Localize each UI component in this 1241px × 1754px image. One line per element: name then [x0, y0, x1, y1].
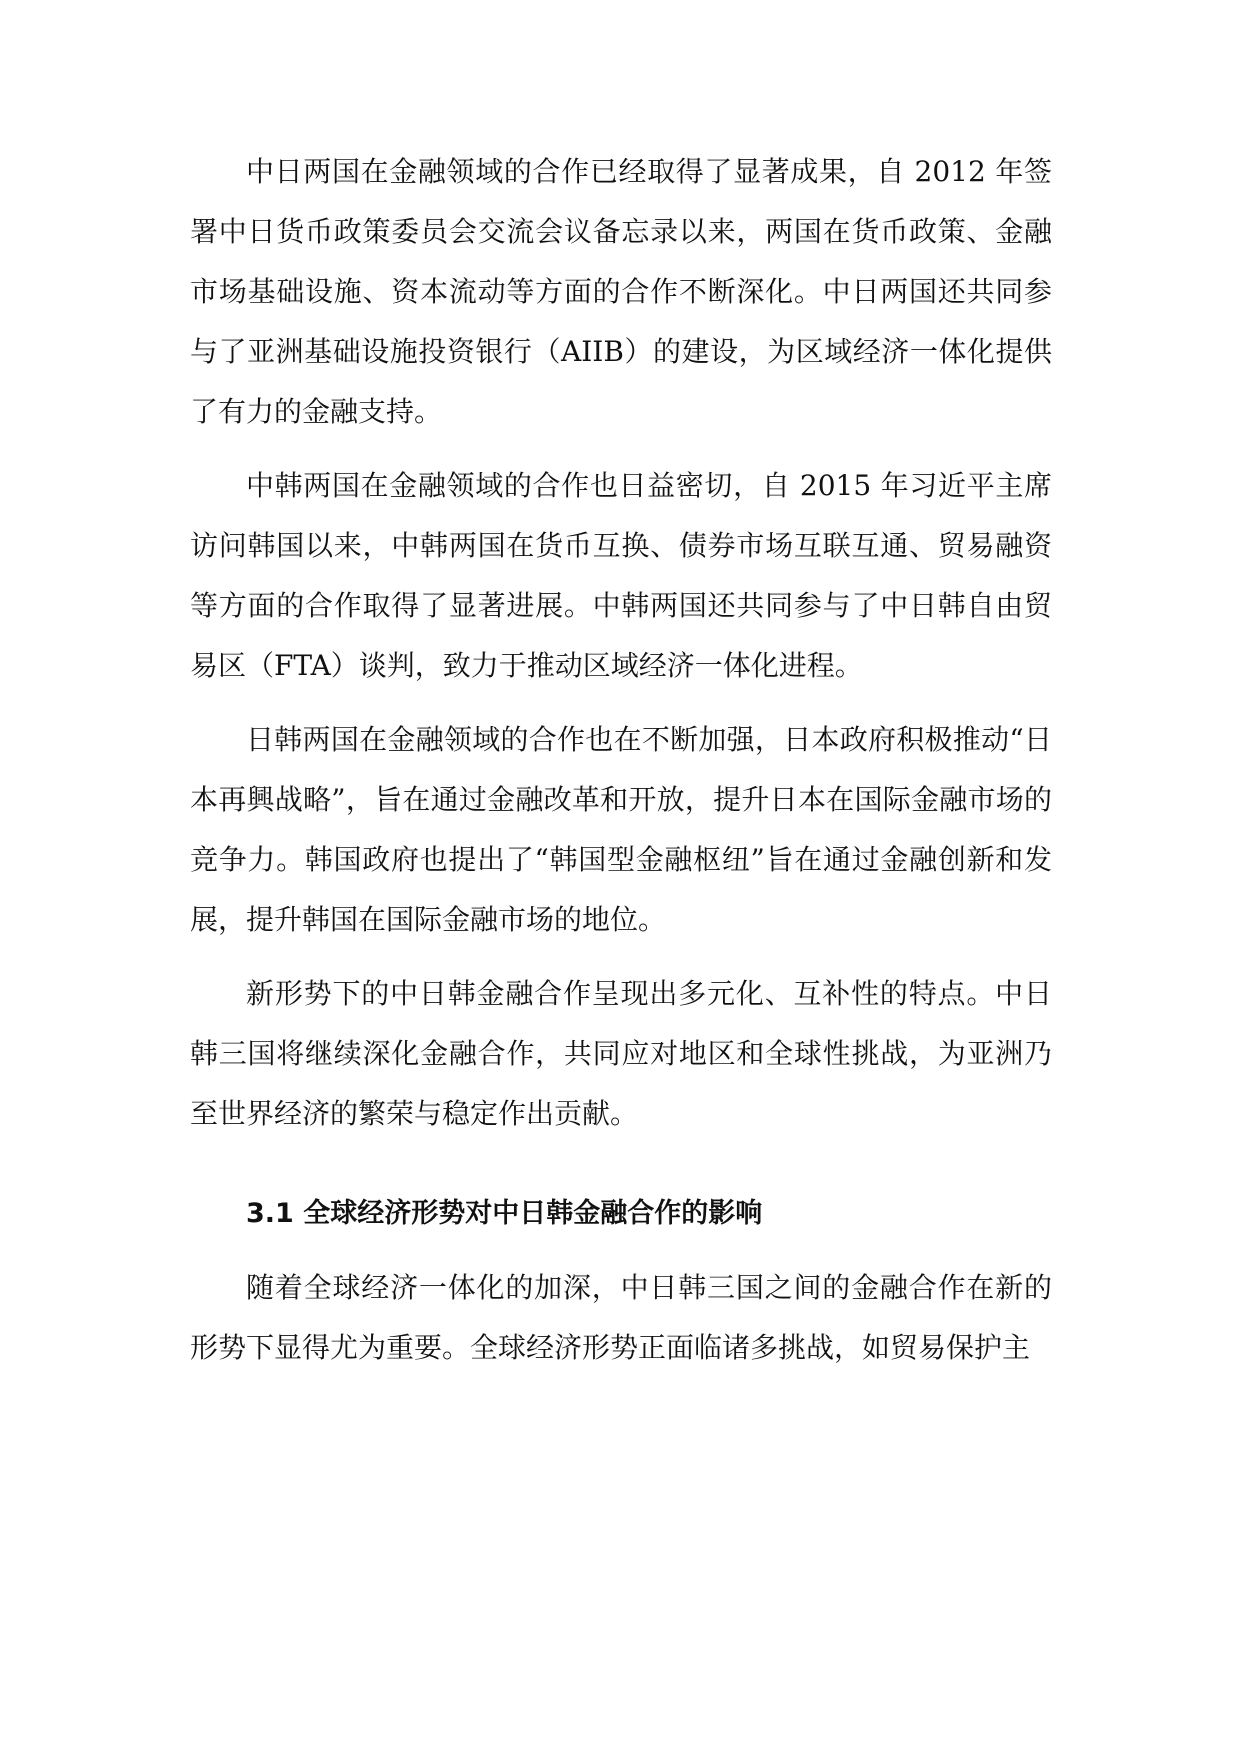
paragraph-china-japan: 中日两国在金融领域的合作已经取得了显著成果，自 2012 年签署中日货币政策委员会交流会议备忘录以来，两国在货币政策、金融市场基础设施、资本流动等方面的合作不断深化。中日两国还共同参与了亚洲基础设施投资银行（AIIB）的建设，为区域经济一体化提供了有力的金融支持。: [190, 155, 1052, 428]
paragraph-global-economy: 随着全球经济一体化的加深，中日韩三国之间的金融合作在新的形势下显得尤为重要。全球经济形势正面临诸多挑战，如贸易保护主: [190, 1271, 1052, 1364]
document-body: [190, 142, 1052, 1392]
paragraph-new-situation: 新形势下的中日韩金融合作呈现出多元化、互补性的特点。中日韩三国将继续深化金融合作，共同应对地区和全球性挑战，为亚洲乃至世界经济的繁荣与稳定作出贡献。: [190, 977, 1052, 1130]
paragraph-japan-korea: 日韩两国在金融领域的合作也在不断加强，日本政府积极推动“日本再興战略”，旨在通过金融改革和开放，提升日本在国际金融市场的竞争力。韩国政府也提出了“韩国型金融枢纽”旨在通过金融创新和发展，提升韩国在国际金融市场的地位。: [190, 723, 1052, 936]
paragraph-china-korea: 中韩两国在金融领域的合作也日益密切，自 2015 年习近平主席访问韩国以来，中韩两国在货币互换、债券市场互联互通、贸易融资等方面的合作取得了显著进展。中韩两国还共同参与了中日韩自由贸易区（FTA）谈判，致力于推动区域经济一体化进程。: [190, 469, 1052, 682]
section-heading: 3.1 全球经济形势对中日韩金融合作的影响: [246, 1198, 763, 1229]
